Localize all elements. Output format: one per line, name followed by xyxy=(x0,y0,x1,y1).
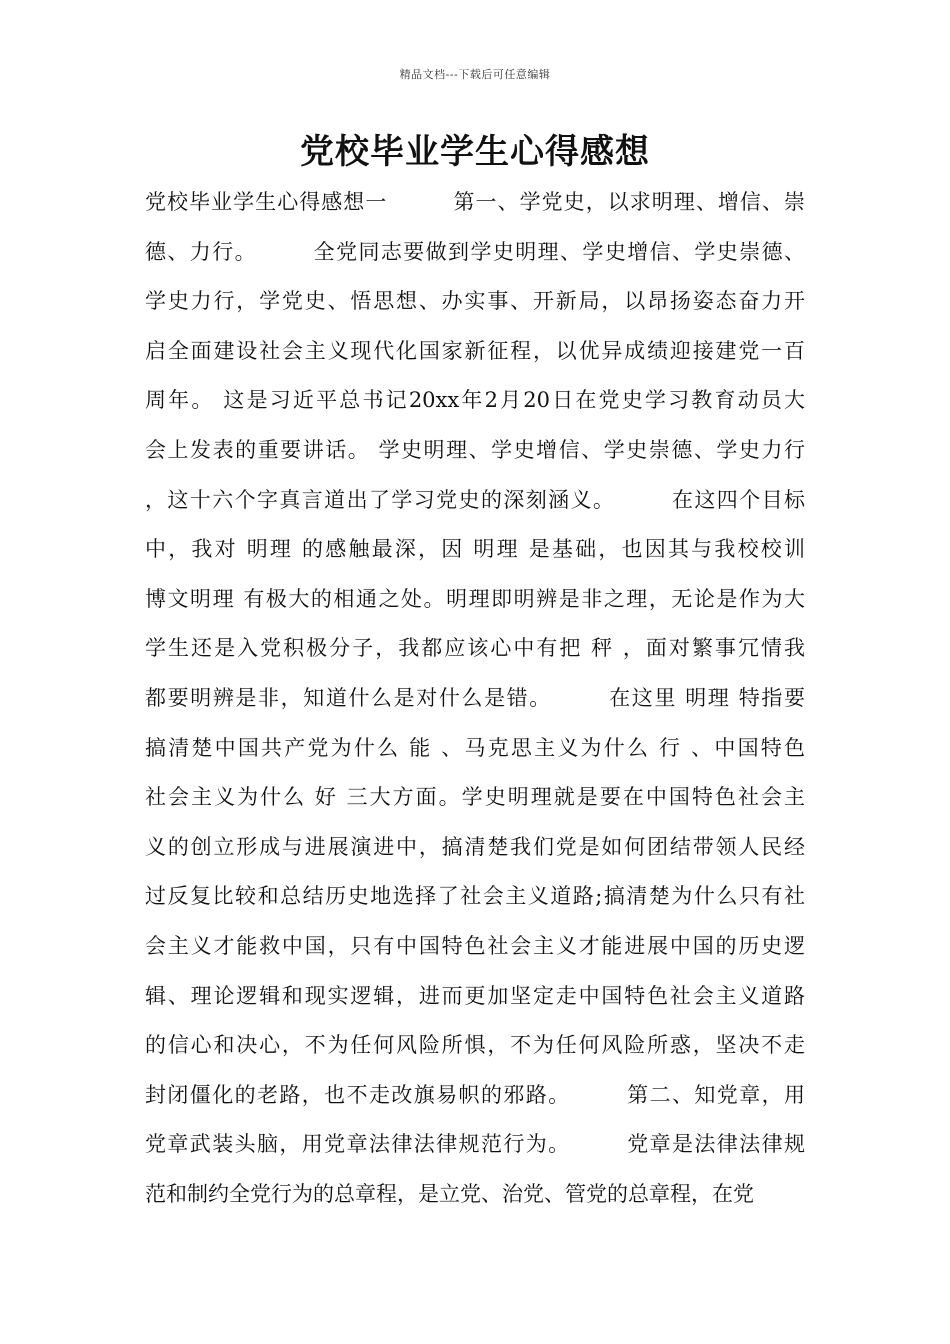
text-line: 范和制约全党行为的总章程，是立党、治党、管党的总章程，在党 xyxy=(145,1181,754,1206)
text-line: 都要明辨是非，知道什么是对什么是错。 在这里 明理 特指要 xyxy=(145,685,805,710)
body-text xyxy=(145,178,805,1219)
header-note: 精品文档---下载后可任意编辑 xyxy=(399,68,551,81)
text-line: 党校毕业学生心得感想一 第一、学党史，以求明理、增信、崇 xyxy=(145,190,805,214)
text-line: 博文明理 有极大的相通之处。明理即明辨是非之理，无论是作为大 xyxy=(145,586,805,611)
text-line: 启全面建设社会主义现代化国家新征程，以优异成绩迎接建党一百 xyxy=(145,338,805,363)
text-line: 中，我对 明理 的感触最深，因 明理 是基础，也因其与我校校训 xyxy=(145,537,805,562)
text-line: 搞清楚中国共产党为什么 能 、马克思主义为什么 行 、中国特色 xyxy=(145,735,805,760)
text-line: 封闭僵化的老路，也不走改旗易帜的邪路。 第二、知党章，用 xyxy=(145,1082,805,1107)
text-line: 过反复比较和总结历史地选择了社会主义道路;搞清楚为什么只有社 xyxy=(145,884,805,909)
text-line: 的信心和决心，不为任何风险所惧，不为任何风险所惑，坚决不走 xyxy=(145,1033,805,1058)
text-line: 学史力行，学党史、悟思想、办实事、开新局，以昂扬姿态奋力开 xyxy=(145,289,805,314)
text-line: 会主义才能救中国，只有中国特色社会主义才能进展中国的历史逻 xyxy=(145,933,805,958)
text-line: ，这十六个字真言道出了学习党史的深刻涵义。 在这四个目标 xyxy=(145,487,805,512)
text-line: 周年。 这是习近平总书记20xx年2月20日在党史学习教育动员大 xyxy=(145,388,805,413)
text-line: 学生还是入党积极分子，我都应该心中有把 秤 ，面对繁事冗情我 xyxy=(145,636,805,661)
text-line: 会上发表的重要讲话。 学史明理、学史增信、学史崇德、学史力行 xyxy=(145,437,805,462)
text-line: 党章武装头脑，用党章法律法律规范行为。 党章是法律法律规 xyxy=(145,1132,805,1157)
text-line: 社会主义为什么 好 三大方面。学史明理就是要在中国特色社会主 xyxy=(145,785,805,810)
text-line: 辑、理论逻辑和现实逻辑，进而更加坚定走中国特色社会主义道路 xyxy=(145,983,805,1008)
text-line: 义的创立形成与进展演进中，搞清楚我们党是如何团结带领人民经 xyxy=(145,834,805,859)
text-line: 德、力行。 全党同志要做到学史明理、学史增信、学史崇德、 xyxy=(145,239,805,264)
document-title: 党校毕业学生心得感想 xyxy=(300,132,650,172)
